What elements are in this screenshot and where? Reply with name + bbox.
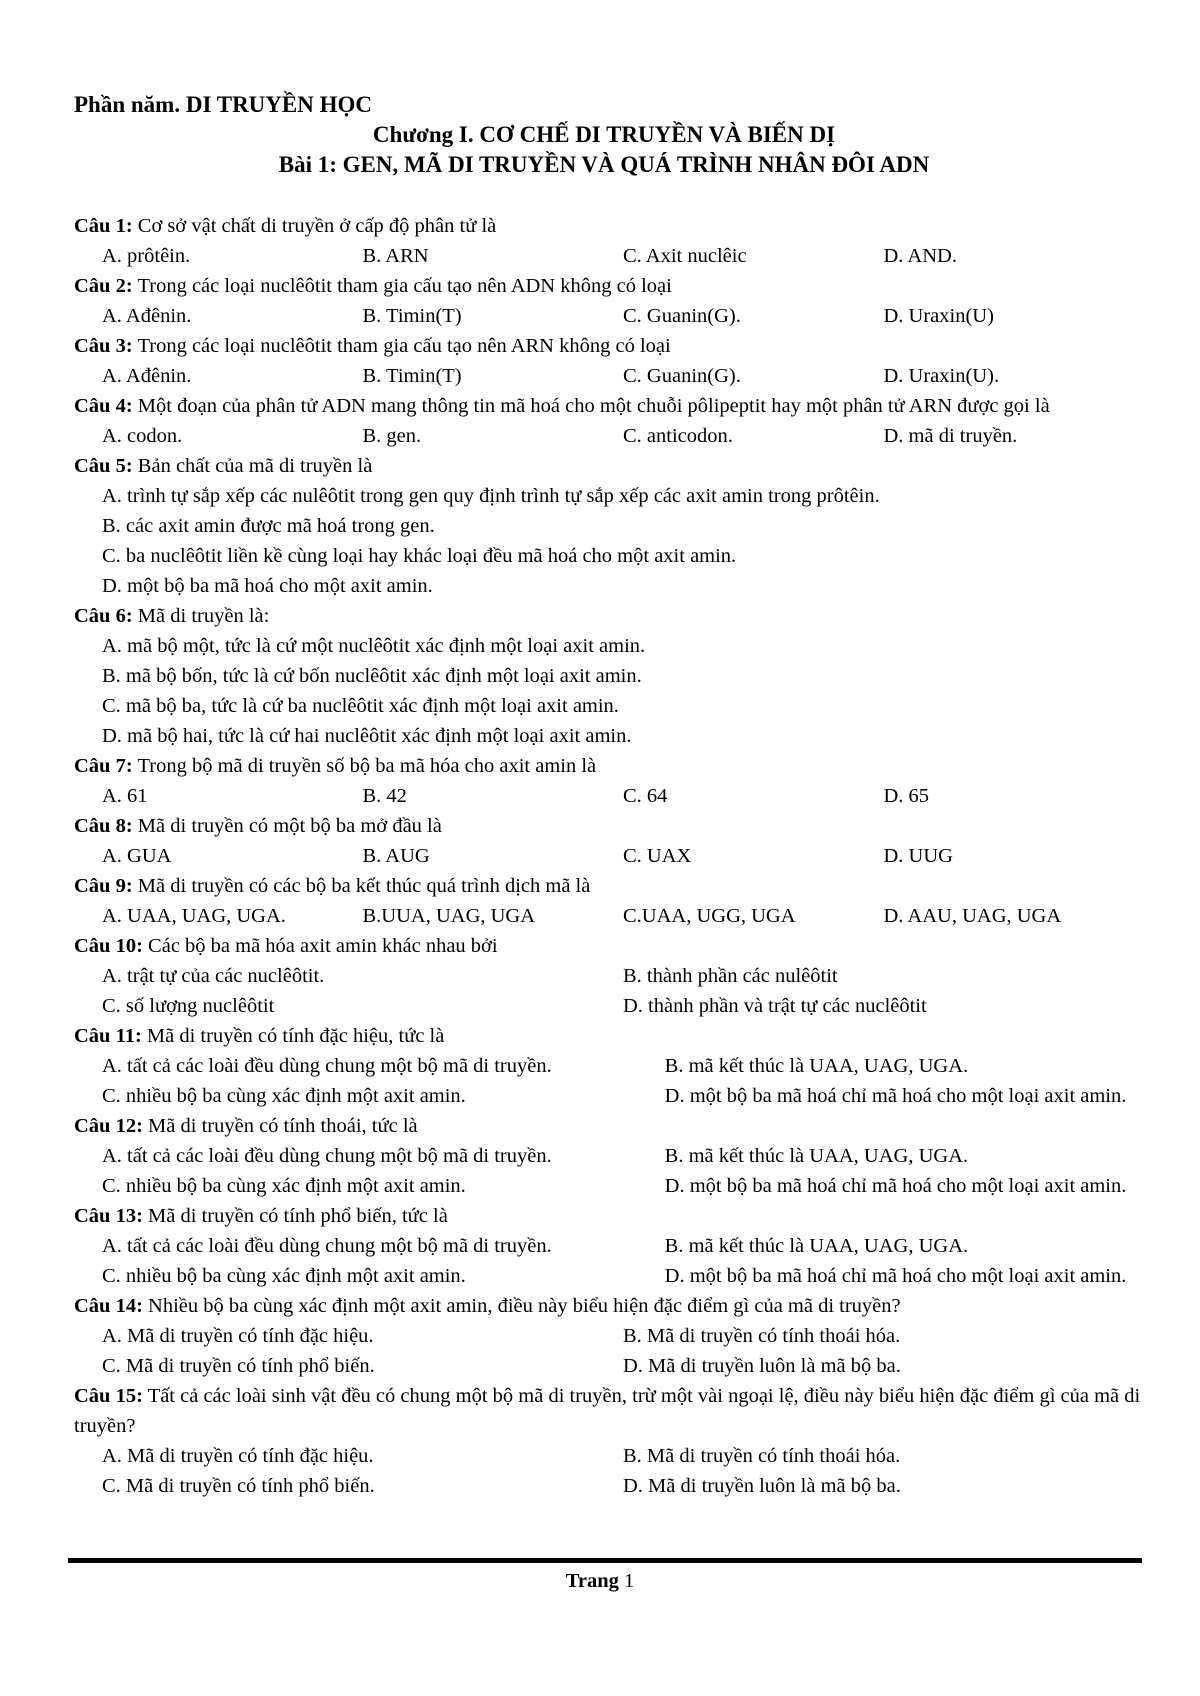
answer-option: D. AND. [883, 245, 957, 267]
answer-option: D. mã di truyền. [883, 425, 1018, 447]
answer-options [74, 841, 1144, 871]
answer-option: B.UUA, UAG, UGA [362, 905, 536, 927]
part-title: Phần năm. DI TRUYỀN HỌC [74, 92, 372, 117]
chapter-title: Chương I. CƠ CHẾ DI TRUYỀN VÀ BIẾN DỊ [372, 122, 836, 147]
answer-option: B. gen. [362, 425, 422, 447]
question-item [74, 211, 1144, 271]
question-stem [74, 451, 1144, 481]
answer-option: A. tất cả các loài đều dùng chung một bộ mã di truyền. [102, 1055, 552, 1077]
question-text: Các bộ ba mã hóa axit amin khác nhau bởi [148, 935, 498, 957]
lesson-title: Bài 1: GEN, MÃ DI TRUYỀN VÀ QUÁ TRÌNH NHÂN ĐÔI ADN [278, 152, 930, 177]
answer-option: B. các axit amin được mã hoá trong gen. [102, 515, 435, 537]
question-item [74, 451, 1144, 601]
answer-options [74, 1051, 1144, 1111]
answer-options [74, 631, 1144, 751]
question-item [74, 1291, 1144, 1381]
question-text: Mã di truyền có một bộ ba mở đầu là [137, 815, 442, 837]
answer-options [74, 961, 1144, 1021]
answer-option: B. mã bộ bốn, tức là cứ bốn nuclêôtit xác định một loại axit amin. [102, 665, 642, 687]
question-text: Bản chất của mã di truyền là [137, 455, 373, 477]
question-list [74, 211, 1144, 1501]
answer-option: A. Mã di truyền có tính đặc hiệu. [102, 1325, 374, 1347]
question-item [74, 331, 1144, 391]
answer-option: C. số lượng nuclêôtit [102, 995, 275, 1017]
answer-option: A. mã bộ một, tức là cứ một nuclêôtit xác định một loại axit amin. [102, 635, 646, 657]
question-stem [74, 871, 1144, 901]
answer-option: B. AUG [362, 845, 430, 867]
answer-option: C. Mã di truyền có tính phổ biến. [102, 1475, 375, 1497]
answer-options [74, 781, 1144, 811]
answer-options [74, 1231, 1144, 1291]
answer-option: B. Mã di truyền có tính thoái hóa. [623, 1445, 901, 1467]
question-item [74, 1021, 1144, 1111]
question-item [74, 1381, 1144, 1501]
question-stem [74, 391, 1144, 421]
answer-options [74, 1441, 1144, 1501]
answer-option: C. ba nuclêôtit liền kề cùng loại hay khác loại đều mã hoá cho một axit amin. [102, 545, 737, 567]
answer-option: A. Ađênin. [102, 305, 192, 327]
question-text: Mã di truyền có tính thoái, tức là [148, 1115, 418, 1137]
answer-option: A. tất cả các loài đều dùng chung một bộ mã di truyền. [102, 1235, 552, 1257]
question-stem [74, 601, 1144, 631]
question-item [74, 1111, 1144, 1201]
answer-option: A. Mã di truyền có tính đặc hiệu. [102, 1445, 374, 1467]
question-text: Trong bộ mã di truyền số bộ ba mã hóa cho axit amin là [137, 755, 597, 777]
page-label: Trang [565, 1570, 619, 1592]
question-text: Nhiều bộ ba cùng xác định một axit amin, điều này biểu hiện đặc điểm gì của mã di truyền? [148, 1295, 901, 1317]
question-label: Câu 14: [74, 1295, 143, 1317]
answer-option: D. Mã di truyền luôn là mã bộ ba. [623, 1475, 901, 1497]
answer-option: D. một bộ ba mã hoá chỉ mã hoá cho một loại axit amin. [664, 1265, 1127, 1287]
question-stem [74, 1111, 1144, 1141]
question-label: Câu 9: [74, 875, 133, 897]
question-stem [74, 811, 1144, 841]
answer-option: C. Guanin(G). [623, 365, 741, 387]
question-text: Trong các loại nuclêôtit tham gia cấu tạo nên ARN không có loại [137, 335, 671, 357]
answer-option: B. thành phần các nulêôtit [623, 965, 838, 987]
question-text: Mã di truyền có tính đặc hiệu, tức là [146, 1025, 445, 1047]
answer-option: B. 42 [362, 785, 407, 807]
question-label: Câu 8: [74, 815, 133, 837]
answer-option: D. UUG [883, 845, 953, 867]
question-label: Câu 6: [74, 605, 133, 627]
answer-option: D. 65 [883, 785, 930, 807]
question-item [74, 811, 1144, 871]
answer-options [74, 1321, 1144, 1381]
answer-option: B. Timin(T) [362, 305, 462, 327]
question-stem [74, 331, 1144, 361]
answer-option: A. GUA [102, 845, 172, 867]
question-stem [74, 1291, 1144, 1321]
answer-option: C. Axit nuclêic [623, 245, 747, 267]
answer-option: D. một bộ ba mã hoá chỉ mã hoá cho một loại axit amin. [664, 1175, 1127, 1197]
question-text: Mã di truyền có các bộ ba kết thúc quá trình dịch mã là [137, 875, 591, 897]
question-label: Câu 3: [74, 335, 133, 357]
answer-options [74, 481, 1144, 601]
question-label: Câu 11: [74, 1025, 142, 1047]
question-item [74, 271, 1144, 331]
answer-option: D. mã bộ hai, tức là cứ hai nuclêôtit xác định một loại axit amin. [102, 725, 632, 747]
answer-option: D. một bộ ba mã hoá chỉ mã hoá cho một loại axit amin. [664, 1085, 1127, 1107]
answer-option: B. Timin(T) [362, 365, 462, 387]
question-label: Câu 13: [74, 1205, 143, 1227]
answer-option: D. Mã di truyền luôn là mã bộ ba. [623, 1355, 901, 1377]
answer-options [74, 301, 1144, 331]
question-stem [74, 931, 1144, 961]
question-text: Tất cả các loài sinh vật đều có chung một bộ mã di truyền, trừ một vài ngoại lệ, điều này biểu hiện đặc điểm gì của mã di truyền? [74, 1385, 1141, 1437]
answer-option: C. 64 [623, 785, 668, 807]
question-label: Câu 5: [74, 455, 133, 477]
answer-option: B. mã kết thúc là UAA, UAG, UGA. [664, 1145, 969, 1167]
answer-option: B. ARN [362, 245, 429, 267]
footer-divider [68, 1558, 1142, 1563]
answer-option: A. tất cả các loài đều dùng chung một bộ mã di truyền. [102, 1145, 552, 1167]
answer-option: C. Guanin(G). [623, 305, 741, 327]
answer-options [74, 421, 1144, 451]
answer-option: D. Uraxin(U). [883, 365, 1000, 387]
question-item [74, 931, 1144, 1021]
page-number: 1 [624, 1570, 635, 1592]
question-stem [74, 271, 1144, 301]
question-stem [74, 211, 1144, 241]
answer-option: C. mã bộ ba, tức là cứ ba nuclêôtit xác định một loại axit amin. [102, 695, 619, 717]
question-label: Câu 4: [74, 395, 133, 417]
answer-option: A. trình tự sắp xếp các nulêôtit trong gen quy định trình tự sắp xếp các axit amin trong prôtêin. [102, 485, 880, 507]
answer-option: A. UAA, UAG, UGA. [102, 905, 286, 927]
question-text: Một đoạn của phân tử ADN mang thông tin mã hoá cho một chuỗi pôlipeptit hay một phân tử ARN được gọi là [137, 395, 1050, 417]
question-stem [74, 1021, 1144, 1051]
question-text: Mã di truyền là: [137, 605, 270, 627]
answer-option: B. Mã di truyền có tính thoái hóa. [623, 1325, 901, 1347]
answer-option: B. mã kết thúc là UAA, UAG, UGA. [664, 1055, 969, 1077]
answer-options [74, 361, 1144, 391]
question-label: Câu 2: [74, 275, 133, 297]
answer-option: A. trật tự của các nuclêôtit. [102, 965, 325, 987]
question-item [74, 601, 1144, 751]
question-text: Mã di truyền có tính phổ biến, tức là [148, 1205, 448, 1227]
question-stem [74, 1201, 1144, 1231]
answer-option: C. UAX [623, 845, 692, 867]
answer-option: B. mã kết thúc là UAA, UAG, UGA. [664, 1235, 969, 1257]
page-footer [0, 1566, 1200, 1596]
question-item [74, 391, 1144, 451]
question-text: Trong các loại nuclêôtit tham gia cấu tạo nên ADN không có loại [137, 275, 672, 297]
question-text: Cơ sở vật chất di truyền ở cấp độ phân tử là [137, 215, 497, 237]
answer-option: A. Ađênin. [102, 365, 192, 387]
question-item [74, 751, 1144, 811]
answer-option: D. AAU, UAG, UGA [883, 905, 1062, 927]
answer-option: A. prôtêin. [102, 245, 191, 267]
question-label: Câu 12: [74, 1115, 143, 1137]
question-item [74, 1201, 1144, 1291]
question-stem [74, 751, 1144, 781]
answer-option: C. Mã di truyền có tính phổ biến. [102, 1355, 375, 1377]
answer-option: C. anticodon. [623, 425, 733, 447]
answer-option: C.UAA, UGG, UGA [623, 905, 796, 927]
question-label: Câu 1: [74, 215, 133, 237]
answer-option: C. nhiều bộ ba cùng xác định một axit amin. [102, 1265, 466, 1287]
answer-options [74, 1141, 1144, 1201]
answer-option: C. nhiều bộ ba cùng xác định một axit amin. [102, 1085, 466, 1107]
question-label: Câu 15: [74, 1385, 143, 1407]
answer-option: D. một bộ ba mã hoá cho một axit amin. [102, 575, 433, 597]
question-item [74, 871, 1144, 931]
answer-options [74, 901, 1144, 931]
answer-option: A. codon. [102, 425, 183, 447]
document-header [74, 90, 1134, 180]
question-stem [74, 1381, 1144, 1441]
question-label: Câu 7: [74, 755, 133, 777]
answer-option: D. Uraxin(U) [883, 305, 994, 327]
answer-option: C. nhiều bộ ba cùng xác định một axit amin. [102, 1175, 466, 1197]
answer-option: A. 61 [102, 785, 148, 807]
question-label: Câu 10: [74, 935, 143, 957]
answer-option: D. thành phần và trật tự các nuclêôtit [623, 995, 927, 1017]
answer-options [74, 241, 1144, 271]
